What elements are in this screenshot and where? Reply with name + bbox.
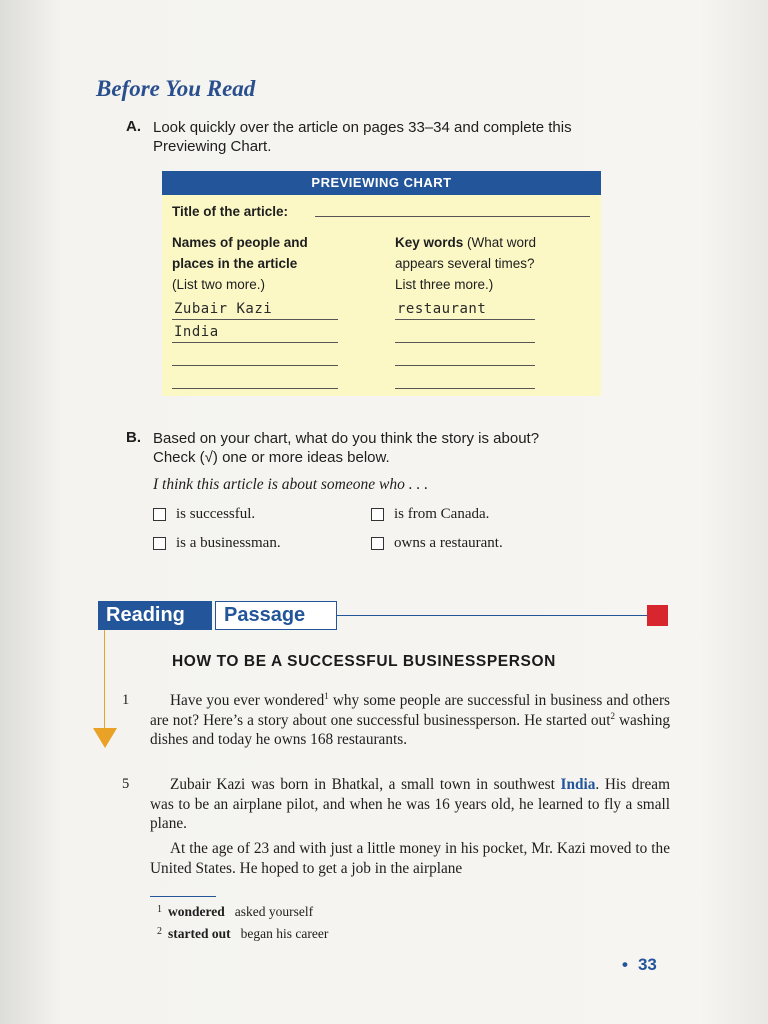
name-line-3[interactable] <box>172 365 338 366</box>
para1-text-a: Have you ever wondered <box>170 692 325 709</box>
keyword-line-4[interactable] <box>395 388 535 389</box>
checkbox[interactable] <box>371 537 384 550</box>
passage-label: Passage <box>215 601 337 630</box>
option-label: is successful. <box>176 506 256 522</box>
footnote-ref-2[interactable]: 2 <box>610 710 615 721</box>
option-businessman[interactable] <box>153 535 281 552</box>
footnote-rule <box>150 896 216 897</box>
article-title-label: Title of the article: <box>172 204 289 219</box>
para2-text-a: Zubair Kazi was born in Bhatkal, a small town in southwest <box>170 776 561 793</box>
part-a-instructions <box>153 118 572 156</box>
keywords-heading-line2: appears several times? <box>395 256 535 271</box>
article-title: HOW TO BE A SUCCESSFUL BUSINESSPERSON <box>172 653 556 670</box>
paragraph-2 <box>150 775 670 834</box>
down-arrow-icon <box>93 728 117 748</box>
chart-header: PREVIEWING CHART <box>162 171 601 195</box>
footnote-2 <box>157 926 328 942</box>
option-label: is from Canada. <box>394 506 490 522</box>
part-b-prompt: I think this article is about someone who . . . <box>153 476 429 493</box>
footnote-definition: asked yourself <box>234 904 314 919</box>
footnote-number: 1 <box>157 904 162 915</box>
keywords-heading-rest: (What word <box>467 235 537 250</box>
keyword-line-3[interactable] <box>395 365 535 366</box>
names-heading-line2: places in the article <box>172 256 298 271</box>
option-from-canada[interactable] <box>371 506 489 523</box>
part-a-letter: A. <box>126 118 141 135</box>
name-entry-2: India <box>174 324 219 340</box>
checkbox[interactable] <box>371 508 384 521</box>
names-heading-line1: Names of people and <box>172 235 308 250</box>
part-b-line1: Based on your chart, what do you think the story is about? <box>153 430 540 447</box>
banner-rule <box>337 615 647 616</box>
part-b-letter: B. <box>126 429 141 446</box>
bullet-icon: • <box>622 955 628 974</box>
names-note: (List two more.) <box>172 277 266 292</box>
part-b-instructions <box>153 429 539 467</box>
reading-label: Reading <box>98 601 212 630</box>
paragraph-1 <box>150 691 670 750</box>
option-successful[interactable] <box>153 506 255 523</box>
para1-text-b: why some people are successful in business and others are not? Here’s a story about one successful businessperson. He started out <box>150 692 671 729</box>
page-number-value: 33 <box>637 955 657 974</box>
footnote-number: 2 <box>157 926 162 937</box>
name-line-2[interactable] <box>172 342 338 343</box>
keyword-line-1[interactable] <box>395 319 535 320</box>
para2-text-b: . His dream was to be an airplane pilot, and when he was 16 years old, he learned to fly a small plane. <box>150 776 670 832</box>
page-number <box>622 955 657 975</box>
footnote-term: wondered <box>168 904 225 919</box>
option-label: owns a restaurant. <box>394 535 503 551</box>
article-title-line[interactable] <box>315 216 590 217</box>
highlighted-word-india: India <box>560 776 596 793</box>
footnote-1 <box>157 904 313 920</box>
names-column-heading <box>172 232 308 295</box>
option-owns-restaurant[interactable] <box>371 535 503 552</box>
footnote-ref-1[interactable]: 1 <box>324 690 329 701</box>
para1-text-c: washing dishes and today he owns 168 restaurants. <box>150 711 670 748</box>
orange-guide-line <box>104 630 105 730</box>
paragraph-3 <box>150 839 670 878</box>
checkbox[interactable] <box>153 537 166 550</box>
name-line-1[interactable] <box>172 319 338 320</box>
name-line-4[interactable] <box>172 388 338 389</box>
name-entry-1: Zubair Kazi <box>174 301 273 317</box>
part-a-line1: Look quickly over the article on pages 33–34 and complete this <box>153 119 572 136</box>
option-label: is a businessman. <box>176 535 281 551</box>
footnote-definition: began his career <box>240 926 329 941</box>
line-number-5: 5 <box>122 776 130 792</box>
keywords-heading: Key words <box>395 235 464 250</box>
keywords-note: List three more.) <box>395 277 494 292</box>
part-a-line2: Previewing Chart. <box>153 138 272 155</box>
keyword-entry-1: restaurant <box>397 301 487 317</box>
checkbox[interactable] <box>153 508 166 521</box>
part-b-line2: Check (√) one or more ideas below. <box>153 449 390 466</box>
line-number-1: 1 <box>122 692 130 708</box>
keywords-column-heading <box>395 232 536 295</box>
previewing-chart <box>162 171 601 396</box>
para3-text: At the age of 23 and with just a little money in his pocket, Mr. Kazi moved to the United States. He hoped to get a job in the airplane <box>150 840 670 877</box>
footnote-term: started out <box>168 926 231 941</box>
section-title: Before You Read <box>96 76 256 101</box>
keyword-line-2[interactable] <box>395 342 535 343</box>
red-square-marker <box>647 605 668 626</box>
